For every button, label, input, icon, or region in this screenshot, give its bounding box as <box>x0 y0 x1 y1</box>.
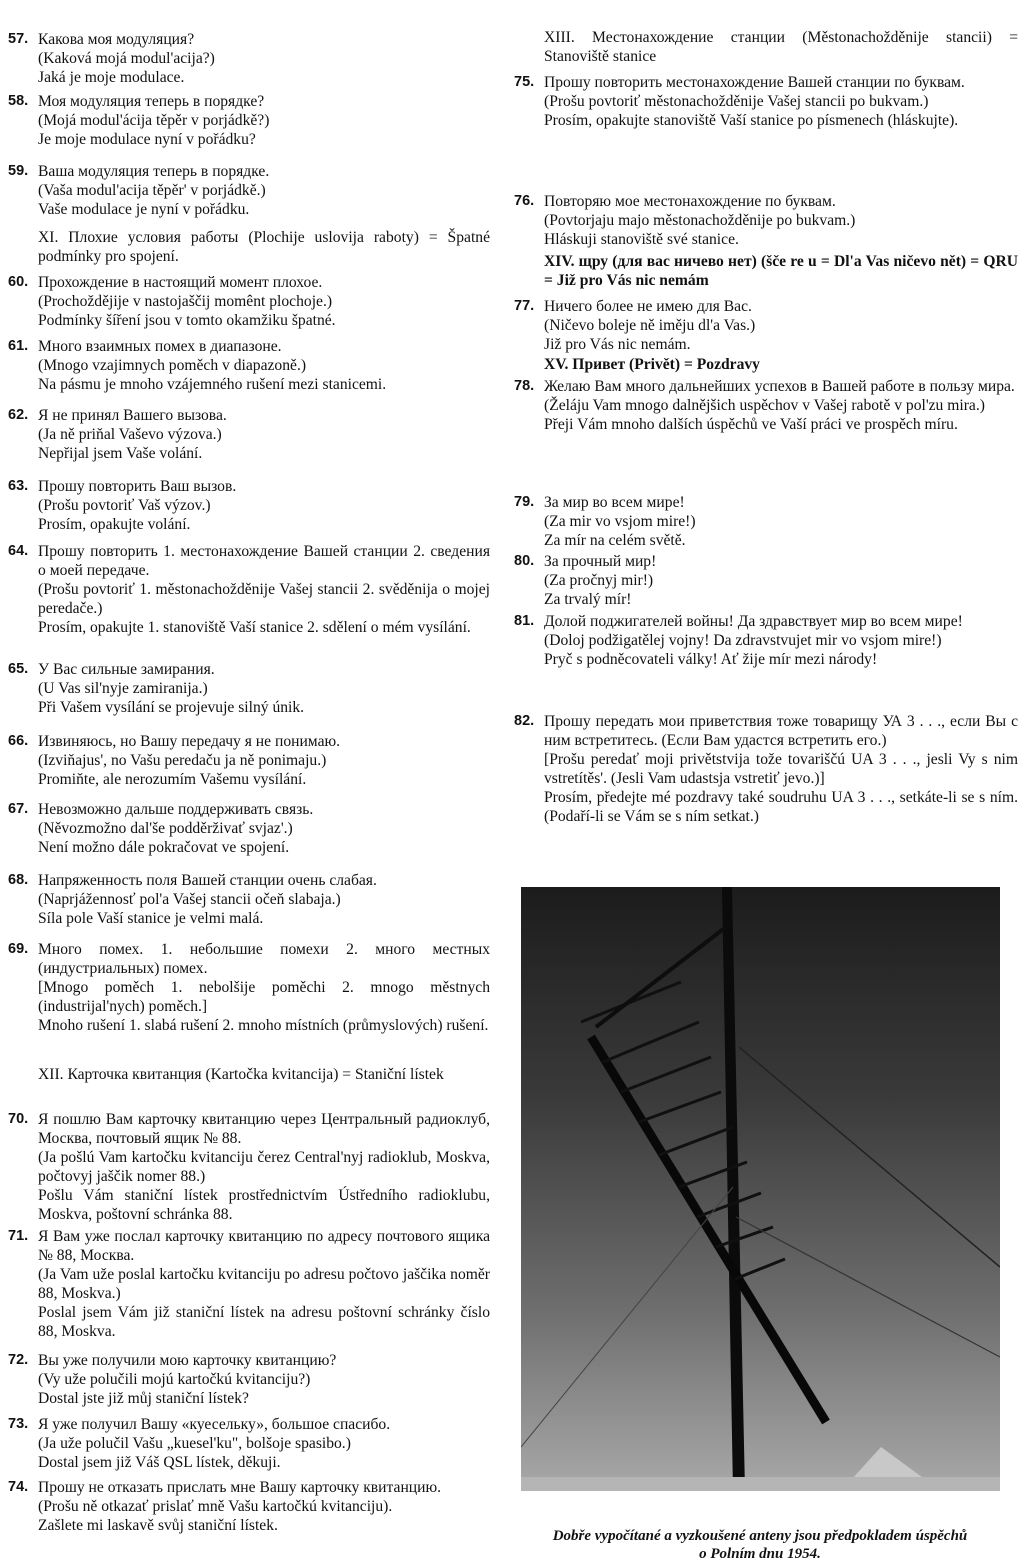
phrase-number: 82. <box>514 713 535 729</box>
phrase-russian: Моя модуляция теперь в порядке? <box>38 93 265 110</box>
phrase-number: 58. <box>8 93 29 109</box>
phrase-number: 66. <box>8 733 29 749</box>
phrase-text <box>38 660 490 717</box>
phrase-czech: Nepřijal jsem Vaše volání. <box>38 445 203 462</box>
antenna-photo <box>521 887 1000 1491</box>
phrase-number: 81. <box>514 613 535 629</box>
phrase-entry <box>8 1110 490 1224</box>
phrase-russian: Какова моя модуляция? <box>38 31 195 48</box>
phrase-text <box>544 377 1018 434</box>
phrase-russian: Прохождение в настоящий момент плохое. <box>38 274 323 291</box>
phrase-entry <box>8 162 490 219</box>
phrase-number: 70. <box>8 1111 29 1127</box>
left-column <box>8 0 490 1565</box>
caption-line-2: o Polním dnu 1954. <box>699 1546 821 1562</box>
phrase-text <box>544 712 1018 826</box>
phrase-transliteration: (Ja Vam uže poslal kartočku kvitanciju po adresu počtovo jaščika noměr 88, Moskva.) <box>38 1266 490 1302</box>
phrase-czech: Prosím, opakujte volání. <box>38 516 191 533</box>
phrase-text <box>38 732 490 789</box>
phrase-russian: Ничего более не имею для Вас. <box>544 298 752 315</box>
phrase-czech: Prosím, opakujte stanoviště Vaší stanice po písmenech (hláskujte). <box>544 112 959 129</box>
phrase-russian: Я пошлю Вам карточку квитанцию через Центральный радиоклуб, Москва, почтовый ящик № 88. <box>38 1111 490 1147</box>
phrase-czech: Promiňte, ale nerozumím Vašemu vysílání. <box>38 771 307 788</box>
phrase-transliteration: (Kaková mojá modul'acija?) <box>38 50 215 67</box>
phrase-czech: Není možno dále pokračovat ve spojení. <box>38 839 290 856</box>
phrase-czech: Dostal jste již můj staniční lístek? <box>38 1390 249 1407</box>
phrase-text <box>38 542 490 637</box>
phrase-entry <box>8 92 490 149</box>
phrase-entry <box>8 1415 490 1472</box>
phrase-text <box>38 1110 490 1224</box>
phrase-russian: За мир во всем мире! <box>544 494 685 511</box>
section-heading: XII. Карточка квитанция (Kartočka kvitancija) = Staniční lístek <box>38 1066 444 1083</box>
phrase-number: 76. <box>514 193 535 209</box>
phrase-entry <box>8 273 490 330</box>
phrase-russian: Я уже получил Вашу «куесельку», большое спасибо. <box>38 1416 391 1433</box>
phrase-entry <box>8 1227 490 1341</box>
phrase-number: 74. <box>8 1479 29 1495</box>
phrase-text <box>38 1478 490 1535</box>
phrase-czech: Mnoho rušení 1. slabá rušení 2. mnoho místních (průmyslových) rušení. <box>38 1017 489 1034</box>
phrase-transliteration: (U Vas sil'nyje zamiranija.) <box>38 680 208 697</box>
phrase-transliteration: [Prošu peredať moji privětstvija tože tovariščú UA 3 . . ., jesli Vy s nim vstretítěs'. (Jesli Vam udastsja vstretiť jevo.)] <box>544 751 1018 787</box>
phrase-transliteration: (Mojá modul'ácija těpěr v porjádkě?) <box>38 112 270 129</box>
phrase-transliteration: [Mnogo poměch 1. nebolšije poměchi 2. mnogo městnych (industrijal'nych) poměch.] <box>38 979 490 1015</box>
phrase-text <box>38 800 490 857</box>
phrase-russian: Вы уже получили мою карточку квитанцию? <box>38 1352 337 1369</box>
phrase-entry <box>8 477 490 534</box>
phrase-entry <box>514 612 1018 669</box>
phrase-russian: Напряженность поля Вашей станции очень слабая. <box>38 872 377 889</box>
phrase-number: 60. <box>8 274 29 290</box>
phrase-text <box>38 273 490 330</box>
phrase-number: 59. <box>8 163 29 179</box>
phrase-number: 64. <box>8 543 29 559</box>
phrase-text <box>38 337 490 394</box>
phrase-entry <box>8 800 490 857</box>
phrase-number: 57. <box>8 31 29 47</box>
phrase-transliteration: (Mnogo vzajimnych poměch v diapazoně.) <box>38 357 307 374</box>
phrase-entry <box>8 871 490 928</box>
phrase-czech: Vaše modulace je nyní v pořádku. <box>38 201 250 218</box>
right-column <box>514 0 1018 880</box>
phrase-number: 78. <box>514 378 535 394</box>
phrase-transliteration: (Povtorjaju majo městonachožděnije po bukvam.) <box>544 212 856 229</box>
phrase-transliteration: (Ničevo boleje ně iměju dl'a Vas.) <box>544 317 756 334</box>
phrase-text <box>544 493 1018 550</box>
phrase-russian: Извиняюсь, но Вашу передачу я не понимаю. <box>38 733 341 750</box>
phrase-transliteration: (Za pročnyj mir!) <box>544 572 654 589</box>
phrase-text <box>544 73 1018 130</box>
phrase-text <box>38 162 490 219</box>
section-heading: XIV. щру (для вас ничево нет) (šče re u = Dl'a Vas ničevo nět) = QRU = Již pro Vás nic nemám <box>544 253 1018 289</box>
phrase-entry <box>8 1478 490 1535</box>
phrase-russian: Прошу передать мои приветствия тоже товарищу УА 3 . . ., если Вы с ним встретитесь. (Если Вам удастся встретить его.) <box>544 713 1018 749</box>
phrase-entry <box>8 542 490 637</box>
phrase-text <box>38 871 490 928</box>
phrase-entry <box>514 712 1018 826</box>
photo-caption <box>505 1527 1015 1563</box>
phrase-czech: Zašlete mi laskavě svůj staniční lístek. <box>38 1517 278 1534</box>
phrase-transliteration: (Ja uže polučil Vašu „kuesel'ku", bolšoje spasibo.) <box>38 1435 351 1452</box>
section-heading: XI. Плохие условия работы (Plochije uslovija raboty) = Špatné podmínky pro spojení. <box>38 229 490 265</box>
phrase-czech: Pryč s podněcovateli války! Ať žije mír mezi národy! <box>544 651 878 668</box>
phrase-text <box>544 297 1018 354</box>
phrase-entry <box>8 1351 490 1408</box>
phrase-number: 61. <box>8 338 29 354</box>
phrase-russian: Прошу повторить местонахождение Вашей станции по буквам. <box>544 74 965 91</box>
phrase-entry <box>8 30 490 87</box>
phrase-number: 72. <box>8 1352 29 1368</box>
phrase-transliteration: (Něvozmožno dal'še podděrživať svjaz'.) <box>38 820 293 837</box>
phrase-russian: Долой поджигателей войны! Да здравствует мир во всем мире! <box>544 613 963 630</box>
phrase-text <box>38 30 490 87</box>
phrase-czech: Při Vašem vysílání se projevuje silný únik. <box>38 699 305 716</box>
phrase-russian: Прошу повторить Ваш вызов. <box>38 478 237 495</box>
phrase-entry <box>514 493 1018 550</box>
phrase-number: 63. <box>8 478 29 494</box>
phrase-czech: Síla pole Vaší stanice je velmi malá. <box>38 910 264 927</box>
phrase-transliteration: (Vy uže polučili mojú kartočkú kvitanciju?) <box>38 1371 311 1388</box>
phrase-text <box>544 552 1018 609</box>
phrase-text <box>544 192 1018 249</box>
phrase-entry <box>8 940 490 1035</box>
phrase-czech: Podmínky šíření jsou v tomto okamžiku špatné. <box>38 312 336 329</box>
phrase-entry <box>514 192 1018 249</box>
phrase-text <box>38 1415 490 1472</box>
phrase-russian: Много помех. 1. небольшие помехи 2. много местных (индустриальных) помех. <box>38 941 490 977</box>
phrase-transliteration: (Ja pošlú Vam kartočku kvitanciju čerez Central'nyj radioklub, Moskva, počtovyj jaščik nomer 88.) <box>38 1149 490 1185</box>
phrase-czech: Prosím, opakujte 1. stanoviště Vaší stanice 2. sdělení o mém vysílání. <box>38 619 471 636</box>
phrase-number: 77. <box>514 298 535 314</box>
antenna-illustration <box>521 887 1000 1491</box>
phrase-russian: Я Вам уже послал карточку квитанцию по адресу почтового ящика № 88, Москва. <box>38 1228 490 1264</box>
phrase-entry <box>514 73 1018 130</box>
phrase-russian: Ваша модуляция теперь в порядке. <box>38 163 270 180</box>
phrase-russian: Я не принял Вашего вызова. <box>38 407 227 424</box>
phrase-transliteration: (Želáju Vam mnogo dalnějšich uspěchov v Vašej rabotě v pol'zu mira.) <box>544 397 985 414</box>
phrase-transliteration: (Izviňajus', no Vašu peredaču ja ně ponimaju.) <box>38 752 327 769</box>
phrase-czech: Za trvalý mír! <box>544 591 632 608</box>
phrase-text <box>544 612 1018 669</box>
phrase-czech: Poslal jsem Vám již staniční lístek na adresu poštovní schránky číslo 88, Moskva. <box>38 1304 490 1340</box>
phrase-number: 79. <box>514 494 535 510</box>
phrase-number: 68. <box>8 872 29 888</box>
phrase-number: 71. <box>8 1228 29 1244</box>
phrase-transliteration: (Vaša modul'acija těpěr' v porjádkě.) <box>38 182 266 199</box>
phrase-number: 80. <box>514 553 535 569</box>
phrase-russian: У Вас сильные замирания. <box>38 661 215 678</box>
phrase-transliteration: (Za mir vo vsjom mire!) <box>544 513 696 530</box>
phrase-transliteration: (Ja ně priňal Vaševo výzova.) <box>38 426 222 443</box>
caption-line-1: Dobře vypočítané a vyzkoušené anteny jsou předpokladem úspěchů <box>552 1528 968 1544</box>
phrase-russian: Невозможно дальше поддерживать связь. <box>38 801 314 818</box>
phrase-number: 73. <box>8 1416 29 1432</box>
phrase-czech: Na pásmu je mnoho vzájemného rušení mezi stanicemi. <box>38 376 387 393</box>
phrase-text <box>38 477 490 534</box>
phrase-text <box>38 1351 490 1408</box>
phrase-czech: Je moje modulace nyní v pořádku? <box>38 131 256 148</box>
phrase-number: 67. <box>8 801 29 817</box>
phrase-czech: Za mír na celém světě. <box>544 532 686 549</box>
phrase-transliteration: (Doloj podžigatělej vojny! Da zdravstvujet mir vo vsjom mire!) <box>544 632 942 649</box>
phrase-transliteration: (Prošu povtoriť Vaš výzov.) <box>38 497 211 514</box>
phrase-entry <box>514 377 1018 434</box>
phrase-russian: Повторяю мое местонахождение по буквам. <box>544 193 836 210</box>
section-heading: XV. Привет (Privět) = Pozdravy <box>544 356 760 373</box>
phrase-czech: Prosím, předejte mé pozdravy také soudruhu UA 3 . . ., setkáte-li se s ním. (Podaří-li se Vám se s ním setkat.) <box>544 789 1018 825</box>
phrase-number: 69. <box>8 941 29 957</box>
phrase-entry <box>8 660 490 717</box>
phrase-transliteration: (Prošu povtoriť městonachožděnije Vašej stancii po bukvam.) <box>544 93 929 110</box>
phrase-text <box>38 406 490 463</box>
phrase-number: 65. <box>8 661 29 677</box>
phrase-russian: За прочный мир! <box>544 553 657 570</box>
phrase-entry <box>8 732 490 789</box>
phrase-russian: Желаю Вам много дальнейших успехов в Вашей работе в пользу мира. <box>544 378 1015 395</box>
phrase-czech: Dostal jsem již Váš QSL lístek, děkuji. <box>38 1454 281 1471</box>
phrase-number: 75. <box>514 74 535 90</box>
phrase-text <box>38 1227 490 1341</box>
phrase-entry <box>8 337 490 394</box>
phrase-transliteration: (Naprjážennosť pol'a Vašej stancii očeň slabaja.) <box>38 891 341 908</box>
phrase-russian: Прошу повторить 1. местонахождение Вашей станции 2. сведения о моей передаче. <box>38 543 490 579</box>
phrase-transliteration: (Prochoždějije v nastojaščij momênt plochoje.) <box>38 293 333 310</box>
phrase-transliteration: (Prošu ně otkazať prislať mně Vašu kartočkú kvitanciju). <box>38 1498 393 1515</box>
phrase-number: 62. <box>8 407 29 423</box>
phrase-transliteration: (Prošu povtoriť 1. městonachožděnije Vašej stancii 2. svěděnija o mojej peredače.) <box>38 581 490 617</box>
phrase-entry <box>514 297 1018 354</box>
phrase-czech: Již pro Vás nic nemám. <box>544 336 691 353</box>
phrase-entry <box>8 406 490 463</box>
phrase-russian: Много взаимных помех в диапазоне. <box>38 338 282 355</box>
phrase-czech: Pošlu Vám staniční lístek prostřednictvím Ústředního radioklubu, Moskva, poštovní schránka 88. <box>38 1187 490 1223</box>
phrase-russian: Прошу не отказать прислать мне Вашу карточку квитанцию. <box>38 1479 442 1496</box>
phrase-text <box>38 92 490 149</box>
phrase-entry <box>514 552 1018 609</box>
phrase-czech: Jaká je moje modulace. <box>38 69 185 86</box>
phrase-czech: Přeji Vám mnoho dalších úspěchů ve Vaší práci ve prospěch míru. <box>544 416 958 433</box>
phrase-czech: Hláskuji stanoviště své stanice. <box>544 231 739 248</box>
phrase-text <box>38 940 490 1035</box>
section-heading: XIII. Местонахождение станции (Městonachožděnije stancii) = Stanoviště stanice <box>544 29 1018 65</box>
